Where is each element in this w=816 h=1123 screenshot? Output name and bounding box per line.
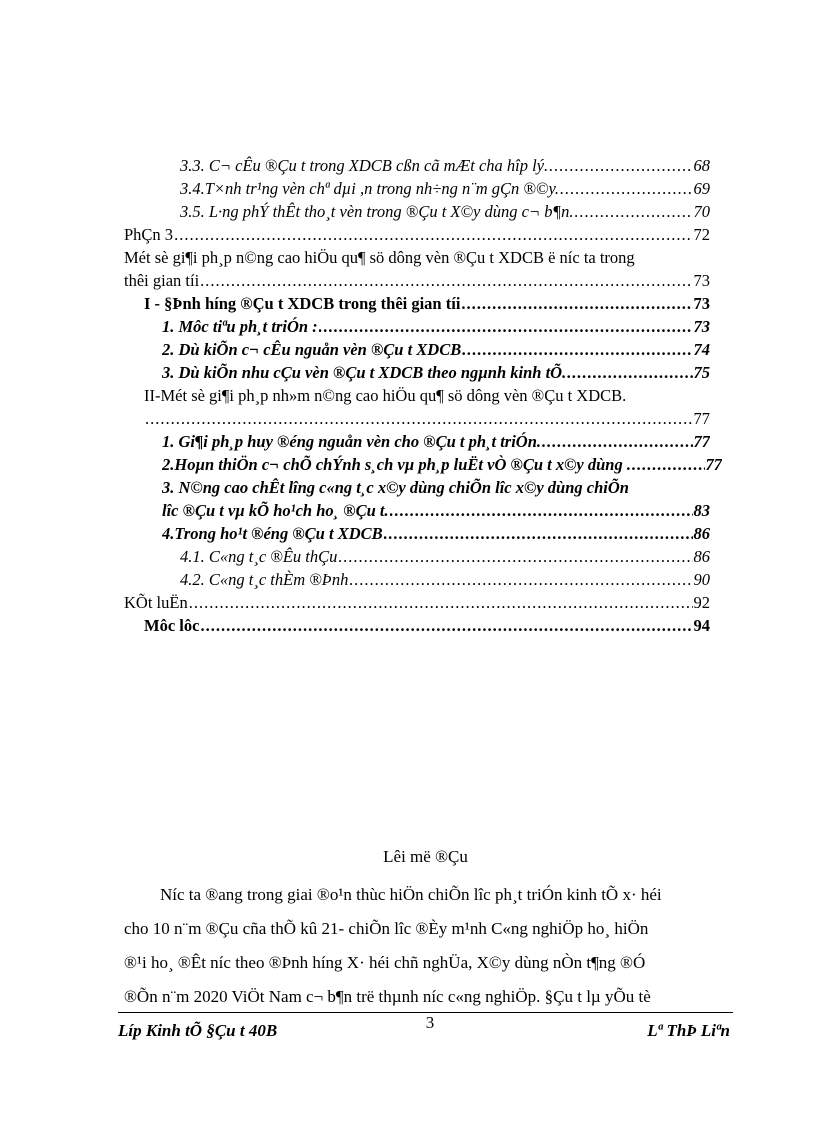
toc-entry-text: 3.5. L·ng phÝ thÊt tho¸t vèn trong ®Çu t X©y dùng c¬ b¶n. <box>180 202 574 221</box>
toc-entry-3-3 <box>180 155 710 177</box>
toc-entry-2-2 <box>162 454 722 476</box>
toc-entry-section-1 <box>144 293 710 315</box>
toc-entry-text: lîc ®Çu t vµ kÕ ho¹ch ho¸ ®Çu t. <box>162 501 389 520</box>
toc-entry-text: Môc lôc <box>144 616 200 635</box>
toc-entry-page: 74 <box>693 340 710 359</box>
footer-left-text: Líp Kinh tÕ §Çu t 40B <box>118 1021 278 1040</box>
toc-dot-leader <box>338 546 692 568</box>
toc-entry-page: 73 <box>693 271 710 290</box>
toc-entry-4-1 <box>180 546 710 568</box>
toc-entry-text: 4.1. C«ng t¸c ®Êu thÇu <box>180 547 338 566</box>
toc-entry-1-2 <box>162 339 710 361</box>
toc-entry-page: 86 <box>693 524 710 543</box>
footer-page-number: 3 <box>425 1013 435 1032</box>
toc-entry-section-2-line1: II-Mét sè gi¶i ph¸p nh»m n©ng cao hiÖu qu¶ sö dông vèn ®Çu t XDCB. <box>144 386 627 405</box>
toc-entry-page: 73 <box>693 317 710 336</box>
toc-dot-leader <box>560 178 693 200</box>
toc-entry-2-4 <box>162 523 710 545</box>
toc-entry-page: 75 <box>693 363 710 382</box>
toc-dot-leader <box>145 408 693 430</box>
intro-line-1: Níc ta ®ang trong giai ®o¹n thùc hiÖn chiÕn lîc ph¸t triÓn kinh tÕ x· héi <box>160 885 662 904</box>
toc-entry-part-3 <box>124 224 710 246</box>
toc-entry-page: 92 <box>693 593 710 612</box>
toc-entry-page: 72 <box>693 225 710 244</box>
toc-dot-leader <box>384 523 693 545</box>
intro-line-4: ®Õn n¨m 2020 ViÖt Nam c¬ b¶n trë thµnh níc c«ng nghiÖp. §Çu t lµ yÕu tè <box>124 987 651 1006</box>
toc-entry-text: 3.4.T×nh tr¹ng vèn chª dµi ,n trong nh÷ng n¨m gÇn ®©y. <box>180 179 559 198</box>
toc-dot-leader <box>632 454 705 476</box>
toc-entry-2-3 <box>162 500 710 522</box>
toc-entry-page: 77 <box>693 409 710 428</box>
toc-dot-leader <box>189 592 693 614</box>
toc-entry-page: 70 <box>693 202 710 221</box>
intro-line-3: ®¹i ho¸ ®Êt níc theo ®Þnh híng X· héi chñ nghÜa, X©y dùng nÒn t¶ng ®Ó <box>124 953 646 972</box>
toc-dot-leader <box>174 224 692 246</box>
footer-right-text: Lª ThÞ Liªn <box>647 1021 730 1040</box>
toc-entry-text: KÕt luËn <box>124 593 188 612</box>
toc-dot-leader <box>200 615 692 637</box>
toc-entry-section-2 <box>144 408 710 430</box>
toc-entry-part-3-title-line1: Mét sè gi¶i ph¸p n©ng cao hiÖu qu¶ sö dông vèn ®Çu t XDCB ë níc ta trong <box>124 248 635 267</box>
toc-dot-leader <box>567 362 692 384</box>
toc-entry-3-4 <box>180 178 710 200</box>
toc-entry-conclusion <box>124 592 710 614</box>
toc-entry-page: 86 <box>693 547 710 566</box>
toc-entry-text: I - §Þnh híng ®Çu t XDCB trong thêi gian tíi <box>144 294 461 313</box>
toc-entry-contents <box>144 615 710 637</box>
toc-entry-text: 1. Môc tiªu ph¸t triÓn : <box>162 317 318 336</box>
toc-dot-leader <box>200 270 692 292</box>
toc-dot-leader <box>542 431 692 453</box>
toc-entry-page: 77 <box>705 455 722 474</box>
toc-entry-text: thêi gian tíi <box>124 271 200 290</box>
toc-entry-text: 2. Dù kiÕn c¬ cÊu nguån vèn ®Çu t XDCB <box>162 340 462 359</box>
toc-entry-3-5 <box>180 201 710 223</box>
toc-entry-page: 73 <box>693 294 710 313</box>
toc-entry-4-2 <box>180 569 710 591</box>
toc-entry-text: 4.Trong ho¹t ®éng ®Çu t XDCB <box>162 524 383 543</box>
toc-entry-text: 2.Hoµn thiÖn c¬ chÕ chÝnh s¸ch vµ ph¸p luËt vÒ ®Çu t x©y dùng . <box>162 455 631 474</box>
toc-dot-leader <box>574 201 692 223</box>
toc-entry-text: 3. Dù kiÕn nhu cÇu vèn ®Çu t XDCB theo ngµnh kinh tÕ. <box>162 363 567 382</box>
toc-entry-text: 3.3. C¬ cÊu ®Çu t trong XDCB cßn cã mÆt cha hîp lý. <box>180 156 549 175</box>
toc-entry-1-1 <box>162 316 710 338</box>
toc-dot-leader <box>461 293 692 315</box>
toc-dot-leader <box>349 569 692 591</box>
toc-entry-page: 83 <box>693 501 710 520</box>
toc-entry-page: 77 <box>693 432 710 451</box>
toc-entry-1-3 <box>162 362 710 384</box>
toc-entry-page: 68 <box>693 156 710 175</box>
toc-dot-leader <box>549 155 692 177</box>
toc-entry-page: 94 <box>693 616 710 635</box>
toc-entry-text: 1. Gi¶i ph¸p huy ®éng nguån vèn cho ®Çu t ph¸t triÓn. <box>162 432 542 451</box>
intro-line-2: cho 10 n¨m ®Çu cña thÕ kû 21- chiÕn lîc ®Èy m¹nh C«ng nghiÖp ho¸ hiÖn <box>124 919 649 938</box>
toc-dot-leader <box>462 339 692 361</box>
toc-entry-2-1 <box>162 431 710 453</box>
toc-entry-text: PhÇn 3 <box>124 225 174 244</box>
toc-entry-text: 4.2. C«ng t¸c thÈm ®Þnh <box>180 570 349 589</box>
toc-dot-leader <box>319 316 693 338</box>
toc-entry-page: 90 <box>693 570 710 589</box>
toc-entry-part-3-title <box>124 270 710 292</box>
toc-entry-page: 69 <box>693 179 710 198</box>
toc-dot-leader <box>390 500 693 522</box>
intro-heading: Lêi më ®Çu <box>383 847 468 866</box>
toc-entry-2-3-line1: 3. N©ng cao chÊt lîng c«ng t¸c x©y dùng chiÕn lîc x©y dùng chiÕn <box>162 478 629 497</box>
